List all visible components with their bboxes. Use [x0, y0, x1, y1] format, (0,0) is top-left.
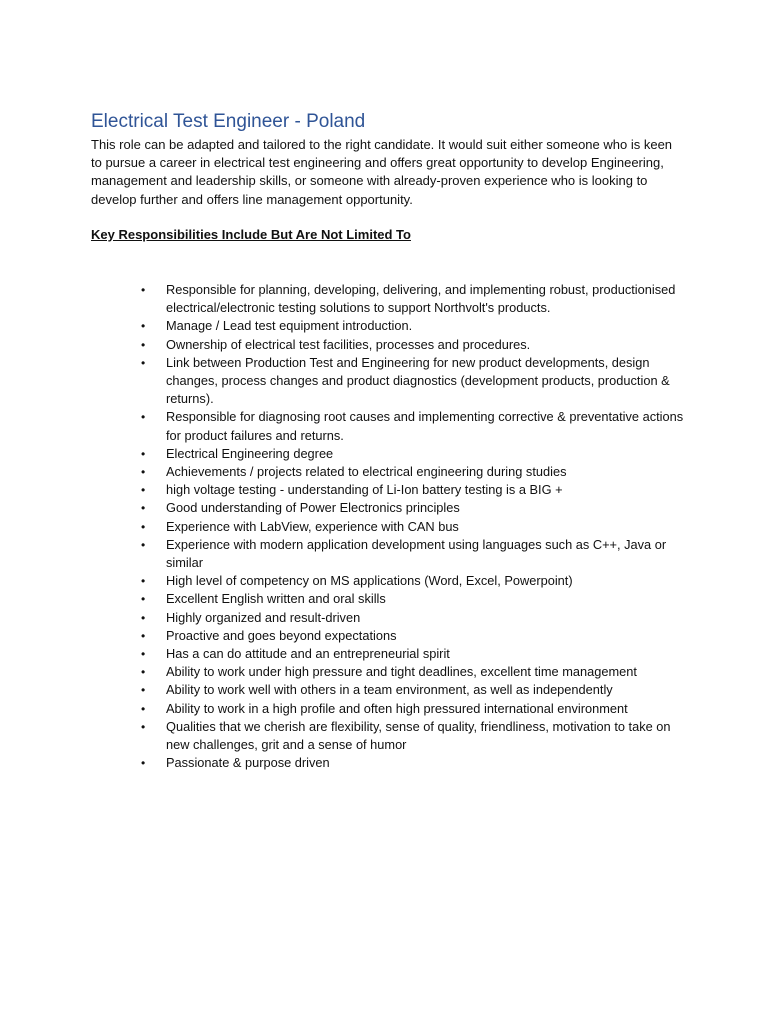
list-item-text: Ownership of electrical test facilities, processes and procedures.	[166, 336, 531, 352]
list-item-text: Ability to work in a high profile and often high pressured international environment	[166, 700, 628, 716]
bullet-icon: •	[141, 701, 146, 716]
list-item-text: Proactive and goes beyond expectations	[166, 627, 397, 643]
bullet-icon: •	[141, 337, 146, 352]
list-item	[141, 645, 686, 663]
list-item	[141, 590, 686, 608]
bullet-icon: •	[141, 465, 146, 480]
list-item	[141, 336, 686, 354]
bullet-icon: •	[141, 647, 146, 662]
list-item-text: Electrical Engineering degree	[166, 445, 334, 461]
document-title: Electrical Test Engineer - Poland	[91, 111, 366, 132]
list-item-text: High level of competency on MS applications (Word, Excel, Powerpoint)	[166, 573, 573, 589]
list-item	[141, 354, 686, 409]
bullet-icon: •	[141, 610, 146, 625]
bullet-icon: •	[141, 410, 146, 425]
list-item-text: Excellent English written and oral skills	[166, 591, 386, 607]
bullet-icon: •	[141, 628, 146, 643]
bullet-icon: •	[141, 537, 146, 552]
list-item	[141, 754, 686, 772]
bullet-icon: •	[141, 501, 146, 516]
list-item	[141, 572, 686, 590]
bullet-icon: •	[141, 683, 146, 698]
list-item-text: Good understanding of Power Electronics principles	[166, 500, 460, 516]
bullet-icon: •	[141, 446, 146, 461]
bullet-icon: •	[141, 483, 146, 498]
list-item-text: high voltage testing - understanding of Li-Ion battery testing is a BIG +	[166, 482, 563, 498]
list-item	[141, 700, 686, 718]
list-item-text: Highly organized and result-driven	[166, 609, 361, 625]
bullet-icon: •	[141, 519, 146, 534]
list-item	[141, 627, 686, 645]
list-item-text: Passionate & purpose driven	[166, 755, 330, 771]
list-item	[141, 445, 686, 463]
list-item	[141, 408, 686, 444]
list-item	[141, 463, 686, 481]
bullet-icon: •	[141, 665, 146, 680]
list-item-text: Ability to work under high pressure and tight deadlines, excellent time management	[166, 664, 637, 680]
list-item-text: Link between Production Test and Engineering for new product developments, design changes, process changes and product diagnostics (development products, production & returns).	[166, 354, 670, 407]
list-item-text: Has a can do attitude and an entrepreneurial spirit	[166, 646, 450, 662]
bullet-icon: •	[141, 355, 146, 370]
intro-paragraph: This role can be adapted and tailored to the right candidate. It would suit either someone who is keen to pursue a career in electrical test engineering and offers great opportunity to develop Engineering, management and leadership skills, or someone with already-proven experience who is looking to develop further and offers line management opportunity.	[91, 137, 673, 207]
list-item	[141, 663, 686, 681]
bullet-icon: •	[141, 319, 146, 334]
list-item	[141, 609, 686, 627]
list-item-text: Manage / Lead test equipment introduction.	[166, 318, 413, 334]
list-item-text: Responsible for diagnosing root causes and implementing corrective & preventative actions for product failures and returns.	[166, 409, 684, 443]
list-item	[141, 499, 686, 517]
list-item	[141, 481, 686, 499]
list-item-text: Qualities that we cherish are flexibility, sense of quality, friendliness, motivation to take on new challenges, grit and a sense of humor	[166, 718, 671, 753]
bullet-icon: •	[141, 592, 146, 607]
responsibilities-list	[141, 281, 686, 772]
list-item-text: Achievements / projects related to electrical engineering during studies	[166, 464, 567, 480]
bullet-icon: •	[141, 283, 146, 297]
list-item	[141, 681, 686, 699]
list-item-text: Experience with LabView, experience with CAN bus	[166, 518, 459, 534]
list-item-text: Experience with modern application development using languages such as C++, Java or similar	[166, 536, 667, 571]
list-item-text: Responsible for planning, developing, delivering, and implementing robust, productionised electrical/electronic testing solutions to support Northvolt's products.	[166, 282, 676, 316]
list-item	[141, 281, 686, 317]
bullet-icon: •	[141, 719, 146, 734]
list-item-text: Ability to work well with others in a team environment, as well as independently	[166, 682, 613, 698]
bullet-icon: •	[141, 756, 146, 771]
list-item	[141, 718, 686, 754]
bullet-icon: •	[141, 574, 146, 589]
list-item	[141, 518, 686, 536]
list-item	[141, 536, 686, 572]
responsibilities-heading: Key Responsibilities Include But Are Not Limited To	[91, 227, 411, 242]
list-item	[141, 317, 686, 335]
